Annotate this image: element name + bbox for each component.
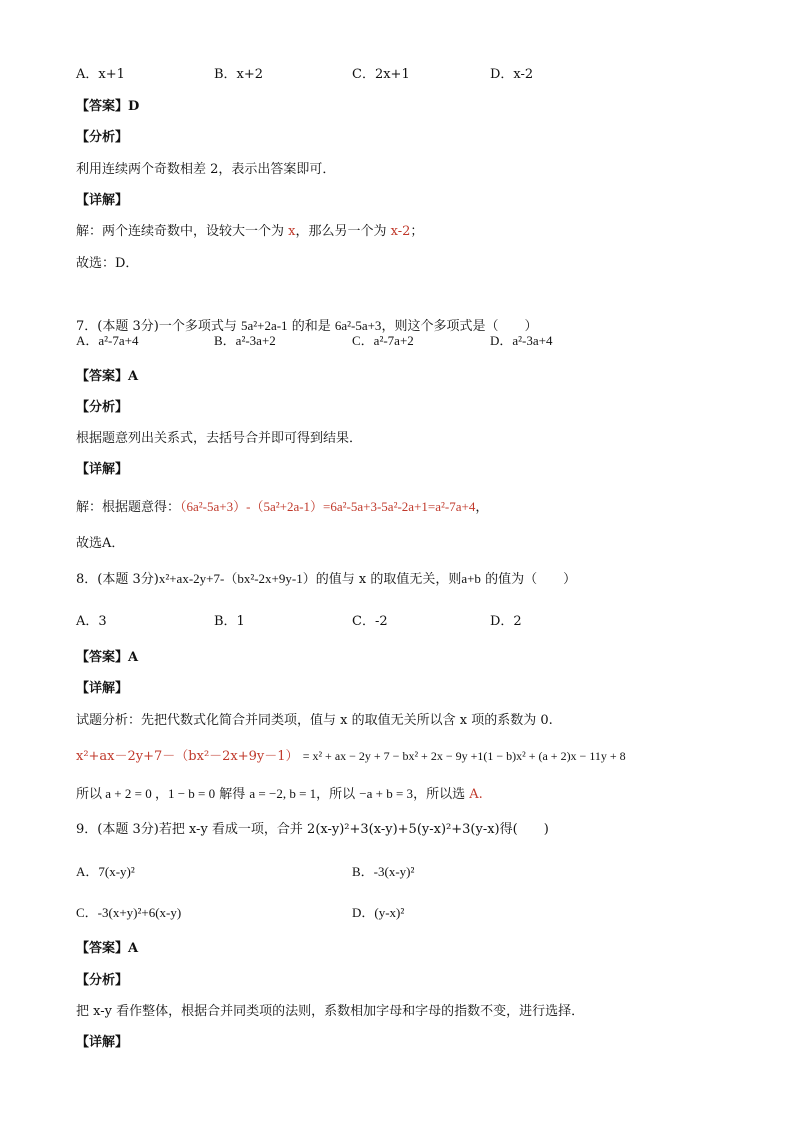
q6-choose: 故选：D． bbox=[76, 256, 139, 271]
q6-detail: 解：两个连续奇数中，设较大一个为 x，那么另一个为 x-2； bbox=[76, 224, 424, 239]
q9-stem: 9．(本题 3分)若把 x-y 看成一项，合并 2(x-y)²+3(x-y)+5(y-x)²+3(y-x)得( ) bbox=[76, 822, 549, 837]
q8-option-b: B．1 bbox=[214, 614, 245, 629]
q7-answer: 【答案】A bbox=[76, 369, 139, 384]
q6-option-c: C．2x+1 bbox=[352, 67, 410, 82]
q9-analysis-label: 【分析】 bbox=[76, 973, 129, 988]
q8-conclusion: 所以 a + 2 = 0 ，1 − b = 0 解得 a = −2, b = 1，所以 −a + b = 3，所以选 A. bbox=[76, 786, 483, 802]
q6-option-d: D．x-2 bbox=[490, 67, 534, 82]
q8-option-a: A．3 bbox=[76, 614, 107, 629]
q8-detail: 试题分析：先把代数式化简合并同类项，值与 x 的取值无关所以含 x 项的系数为 0. bbox=[76, 713, 553, 728]
q6-analysis: 利用连续两个奇数相差 2，表示出答案即可． bbox=[76, 162, 336, 177]
q8-stem: 8．(本题 3分)x²+ax-2y+7-（bx²-2x+9y-1）的值与 x 的取值无关，则a+b 的值为（ ） bbox=[76, 571, 577, 587]
q9-option-c: C．-3(x+y)²+6(x-y) bbox=[76, 905, 182, 920]
q8-answer: 【答案】A bbox=[76, 650, 139, 665]
q6-option-a: A．x+1 bbox=[76, 67, 125, 82]
q6-detail-label: 【详解】 bbox=[76, 193, 129, 208]
q9-option-d: D．(y-x)² bbox=[352, 905, 405, 920]
q7-option-d: D．a²-3a+4 bbox=[490, 333, 553, 348]
q8-option-d: D．2 bbox=[490, 614, 522, 629]
q9-analysis: 把 x-y 看作整体，根据合并同类项的法则，系数相加字母和字母的指数不变，进行选择． bbox=[76, 1004, 585, 1019]
q7-detail-label: 【详解】 bbox=[76, 462, 129, 477]
q7-analysis-label: 【分析】 bbox=[76, 400, 129, 415]
q7-option-b: B．a²-3a+2 bbox=[214, 333, 276, 348]
q7-option-c: C．a²-7a+2 bbox=[352, 333, 414, 348]
q9-option-b: B．-3(x-y)² bbox=[352, 864, 415, 879]
q9-answer: 【答案】A bbox=[76, 941, 139, 956]
q6-analysis-label: 【分析】 bbox=[76, 130, 129, 145]
q7-stem: 7．(本题 3分)一个多项式与 5a²+2a-1 的和是 6a²-5a+3，则这个多项式是（ ） bbox=[76, 318, 538, 334]
q6-option-b: B．x+2 bbox=[214, 67, 264, 82]
q7-detail: 解：根据题意得：（6a²-5a+3）-（5a²+2a-1）=6a²-5a+3-5a²-2a+1=a²-7a+4， bbox=[76, 499, 489, 515]
q9-option-a: A．7(x-y)² bbox=[76, 864, 135, 879]
q7-analysis: 根据题意列出关系式，去括号合并即可得到结果． bbox=[76, 431, 363, 446]
q8-detail-label: 【详解】 bbox=[76, 681, 129, 696]
q6-answer: 【答案】D bbox=[76, 99, 140, 114]
q9-detail-label: 【详解】 bbox=[76, 1035, 129, 1050]
q7-choose: 故选A． bbox=[76, 536, 125, 551]
q7-option-a: A．a²-7a+4 bbox=[76, 333, 139, 348]
q8-option-c: C．-2 bbox=[352, 614, 388, 629]
q8-calc: x²+ax－2y+7－（bx²－2x+9y－1） = x² + ax − 2y + 7 − bx² + 2x − 9y +1(1 − b)x² + (a + 2)x − 11y + 8 bbox=[76, 749, 626, 764]
